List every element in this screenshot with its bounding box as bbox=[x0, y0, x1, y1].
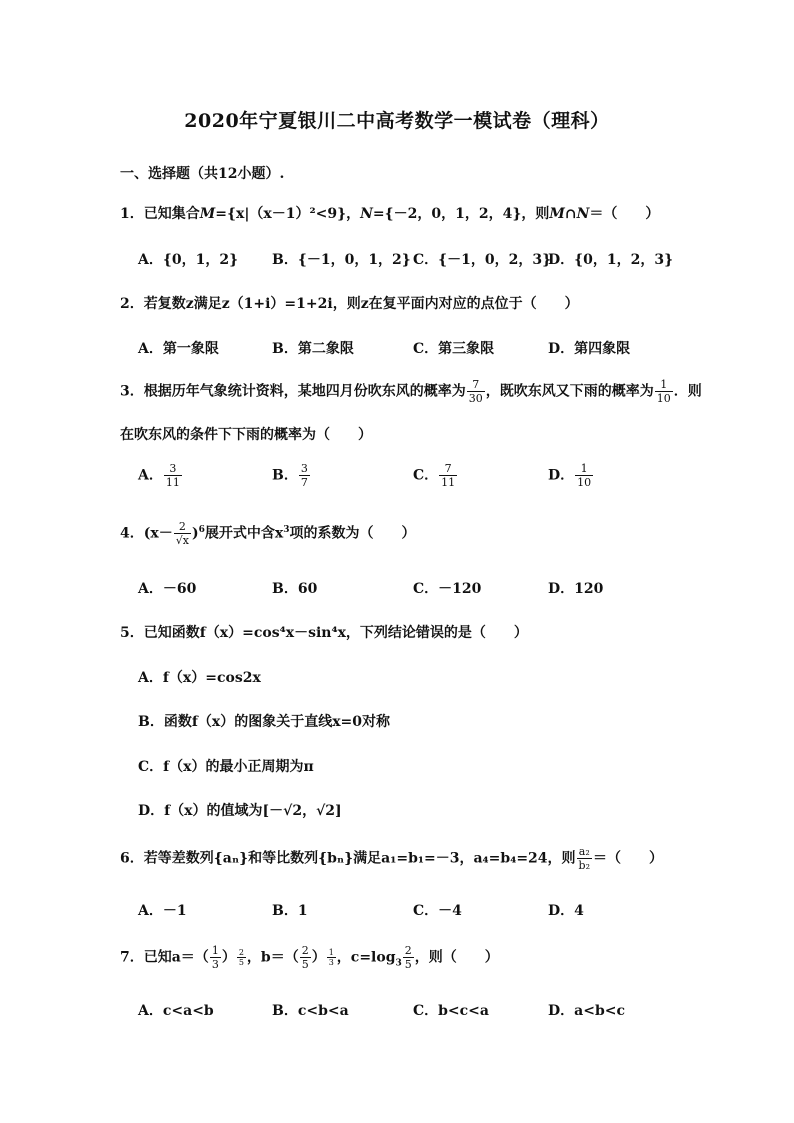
fraction: $\frac{2}{5}$ bbox=[301, 944, 309, 971]
exponent-fraction: $\frac{2}{5}$ bbox=[238, 948, 244, 967]
question-2-option-c[interactable]: C．第三象限 bbox=[413, 341, 495, 357]
fraction: $\frac{3}{11}$ bbox=[165, 462, 180, 489]
exponent-fraction: $\frac{1}{3}$ bbox=[328, 948, 334, 967]
fraction: $\frac{1}{10}$ bbox=[577, 462, 592, 489]
question-5-option-a[interactable]: A．f（x）=cos2x bbox=[138, 670, 261, 686]
question-6-option-b[interactable]: B．1 bbox=[272, 903, 308, 919]
question-1-option-d[interactable]: D．{0，1，2，3} bbox=[548, 252, 674, 268]
fraction: $\frac{\text{a₂}}{\text{b₂}}$ bbox=[578, 845, 590, 872]
question-2-stem: 2．若复数z满足z（1+i）=1+2i，则z在复平面内对应的点位于（ ） bbox=[120, 296, 579, 312]
question-5-option-c[interactable]: C．f（x）的最小正周期为π bbox=[138, 759, 314, 775]
question-1-option-a[interactable]: A．{0，1，2} bbox=[138, 252, 239, 268]
page-title: 2020年宁夏银川二中高考数学一模试卷（理科） bbox=[184, 110, 610, 132]
question-6-option-c[interactable]: C．－4 bbox=[413, 903, 462, 919]
question-6-option-a[interactable]: A．－1 bbox=[138, 903, 187, 919]
question-5-stem: 5．已知函数f（x）=cos⁴x－sin⁴x，下列结论错误的是（ ） bbox=[120, 625, 528, 641]
question-3-option-c[interactable]: C． $\frac{7}{11}$ bbox=[413, 462, 456, 489]
question-7-stem: 7．已知a＝（ $\frac{1}{3}$ ） $\frac{2}{5}$ ，b＝（ $\frac{2}{5}$ ） $\frac{1}{3}$ ，$c=\log_3$ $\frac{2}{5}$ ，则（ ） bbox=[120, 944, 499, 971]
question-1-option-c[interactable]: C．{－1，0，2，3} bbox=[413, 252, 552, 268]
fraction: $\frac{2}{√x}$ bbox=[175, 520, 189, 547]
question-7-option-c[interactable]: C．b<c<a bbox=[413, 1003, 489, 1019]
fraction: $\frac{1}{10}$ bbox=[656, 378, 671, 405]
question-5-option-d[interactable]: D．f（x）的值域为[－√2，√2] bbox=[138, 803, 342, 819]
fraction: $\frac{1}{3}$ bbox=[211, 944, 219, 971]
question-3-stem-line2: 在吹东风的条件下下雨的概率为（ ） bbox=[120, 427, 372, 443]
question-4-option-a[interactable]: A．－60 bbox=[138, 581, 197, 597]
question-6-option-d[interactable]: D．4 bbox=[548, 903, 584, 919]
question-6-stem: 6．若等差数列{aₙ}和等比数列{bₙ}满足a₁=b₁=－3，a₄=b₄=24，则 $\frac{\text{a₂}}{\text{b₂}}$ ＝（ ） bbox=[120, 845, 663, 872]
question-3-option-b[interactable]: B． $\frac{3}{7}$ bbox=[272, 462, 308, 489]
question-1-option-b[interactable]: B．{－1，0，1，2} bbox=[272, 252, 411, 268]
fraction: $\frac{2}{5}$ bbox=[404, 944, 412, 971]
fraction: $\frac{3}{7}$ bbox=[300, 462, 308, 489]
question-4-option-d[interactable]: D．120 bbox=[548, 581, 604, 597]
fraction: $\frac{7}{11}$ bbox=[441, 462, 456, 489]
question-5-option-b[interactable]: B．函数f（x）的图象关于直线x=0对称 bbox=[138, 714, 391, 730]
question-7-option-b[interactable]: B．c<b<a bbox=[272, 1003, 349, 1019]
section-heading: 一、选择题（共12小题）. bbox=[120, 166, 285, 182]
question-2-option-d[interactable]: D．第四象限 bbox=[548, 341, 631, 357]
question-4-option-b[interactable]: B．60 bbox=[272, 581, 318, 597]
fraction: $\frac{7}{30}$ bbox=[468, 378, 483, 405]
question-4-stem: 4．(x－ $\frac{2}{√x}$ )$^6$展开式中含$x^3$项的系数为（ ） bbox=[120, 520, 416, 547]
question-2-option-a[interactable]: A．第一象限 bbox=[138, 341, 219, 357]
question-3-option-a[interactable]: A． $\frac{3}{11}$ bbox=[138, 462, 180, 489]
question-3-option-d[interactable]: D． $\frac{1}{10}$ bbox=[548, 462, 592, 489]
question-7-option-d[interactable]: D．a<b<c bbox=[548, 1003, 625, 1019]
question-1-stem: 1．已知集合M={x|（x－1）²<9}，N={－2，0，1，2，4}，则M∩N＝（ ） bbox=[120, 206, 660, 222]
question-7-option-a[interactable]: A．c<a<b bbox=[138, 1003, 214, 1019]
question-2-option-b[interactable]: B．第二象限 bbox=[272, 341, 354, 357]
question-3-stem: 3．根据历年气象统计资料，某地四月份吹东风的概率为 $\frac{7}{30}$ ，既吹东风又下雨的概率为 $\frac{1}{10}$ ．则 bbox=[120, 378, 702, 405]
question-4-option-c[interactable]: C．－120 bbox=[413, 581, 482, 597]
